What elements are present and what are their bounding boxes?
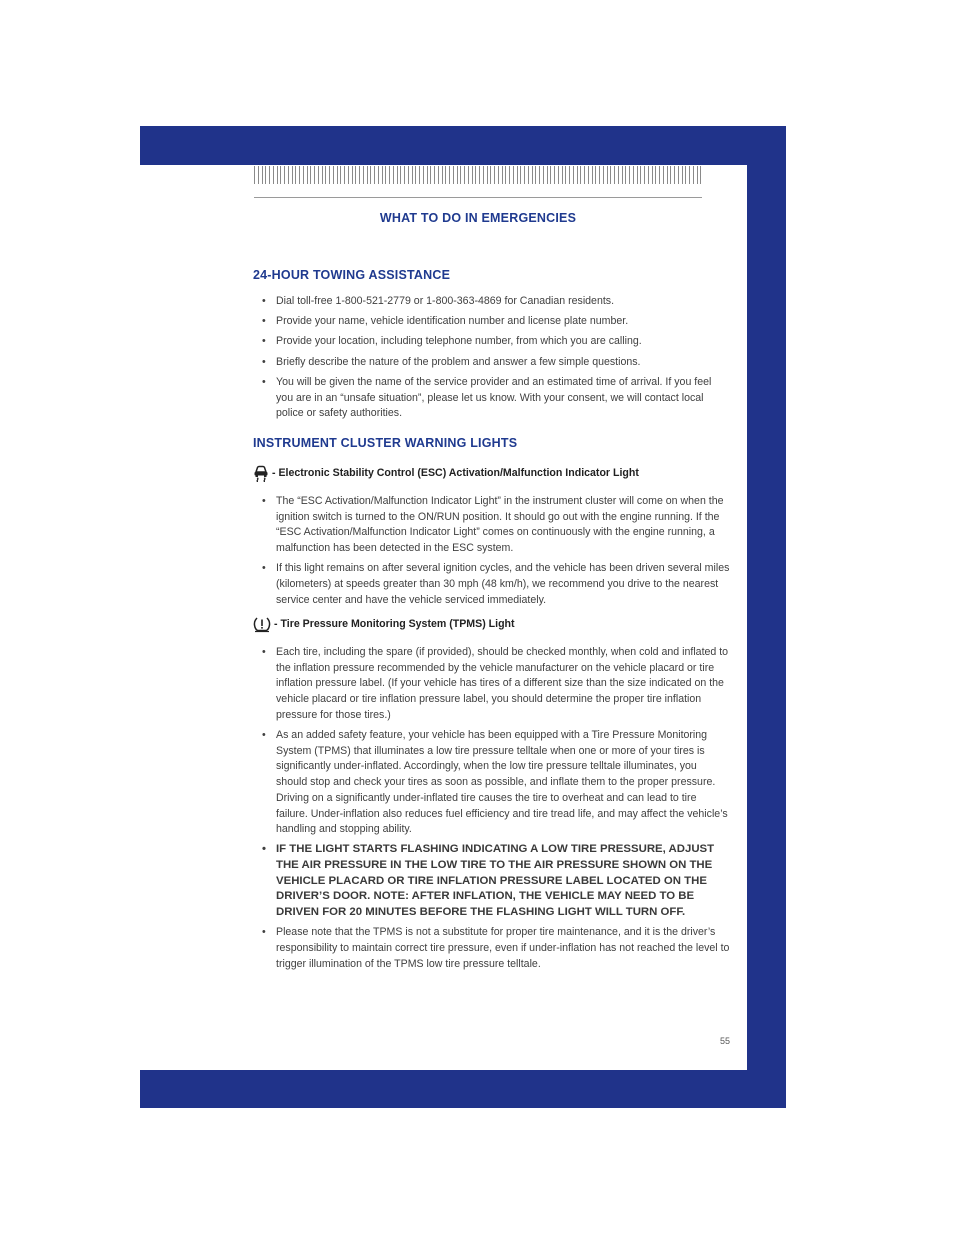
tick-mark	[550, 166, 551, 184]
esc-indicator-label: - Electronic Stability Control (ESC) Activation/Malfunction Indicator Light	[272, 467, 639, 479]
tick-mark	[288, 166, 289, 184]
warning-lights-heading: INSTRUMENT CLUSTER WARNING LIGHTS	[253, 436, 518, 450]
tick-mark	[415, 166, 416, 184]
tick-mark	[325, 166, 326, 184]
towing-heading: 24-HOUR TOWING ASSISTANCE	[253, 268, 451, 282]
tick-mark	[389, 166, 390, 184]
tick-mark	[382, 166, 383, 184]
tick-mark	[363, 166, 364, 184]
tick-mark	[412, 166, 413, 184]
tick-mark	[299, 166, 300, 184]
tick-mark	[580, 166, 581, 184]
esc-list	[262, 494, 730, 608]
tick-mark	[352, 166, 353, 184]
tick-mark	[340, 166, 341, 184]
tick-mark	[528, 166, 529, 184]
decorative-tick-bar	[254, 166, 704, 184]
tick-mark	[502, 166, 503, 184]
list-item: • The “ESC Activation/Malfunction Indicator Light” in the instrument cluster will come on when the ignition switch is turned to the ON/RUN position. It should go out with the engine running. If the “ESC Activation/Malfunction Indicator Light” comes on continuously with the engine running, a malfunction has been detected in the ESC system.	[262, 494, 730, 557]
tick-mark	[577, 166, 578, 184]
list-item: • Please note that the TPMS is not a substitute for proper tire maintenance, and it is the driver’s responsibility to maintain correct tire pressure, even if under-inflation has not reached the level to trigger illumination of the TPMS low tire pressure telltale.	[262, 925, 730, 972]
tick-mark	[318, 166, 319, 184]
list-item: • Provide your name, vehicle identification number and license plate number.	[262, 314, 730, 330]
tick-mark	[610, 166, 611, 184]
tick-mark	[314, 166, 315, 184]
tick-mark	[348, 166, 349, 184]
tick-mark	[663, 166, 664, 184]
tick-mark	[603, 166, 604, 184]
tick-mark	[517, 166, 518, 184]
tick-mark	[640, 166, 641, 184]
section-title: WHAT TO DO IN EMERGENCIES	[379, 211, 577, 225]
tick-mark	[539, 166, 540, 184]
tick-mark	[685, 166, 686, 184]
tick-mark	[565, 166, 566, 184]
tick-mark	[644, 166, 645, 184]
tick-mark	[607, 166, 608, 184]
list-item: • You will be given the name of the service provider and an estimated time of arrival. If you feel you are in an “unsafe situation”, please let us know. With your consent, we will contact local police or safety authorities.	[262, 375, 730, 422]
tick-mark	[400, 166, 401, 184]
tick-mark	[355, 166, 356, 184]
tick-mark	[629, 166, 630, 184]
tick-mark	[622, 166, 623, 184]
tick-mark	[303, 166, 304, 184]
tick-mark	[258, 166, 259, 184]
tick-mark	[584, 166, 585, 184]
tick-mark	[385, 166, 386, 184]
tick-mark	[254, 166, 255, 184]
tick-mark	[310, 166, 311, 184]
tick-mark	[419, 166, 420, 184]
tick-mark	[483, 166, 484, 184]
tick-mark	[682, 166, 683, 184]
list-item: • If this light remains on after several ignition cycles, and the vehicle has been driven several miles (kilometers) at speeds greater than 30 mph (48 km/h), we recommend you drive to the nearest service center and have the vehicle serviced immediately.	[262, 561, 730, 608]
tick-mark	[573, 166, 574, 184]
tick-mark	[513, 166, 514, 184]
tick-mark	[697, 166, 698, 184]
header-divider	[254, 197, 702, 198]
list-item: • Briefly describe the nature of the problem and answer a few simple questions.	[262, 355, 730, 371]
tick-mark	[498, 166, 499, 184]
tick-mark	[659, 166, 660, 184]
tick-mark	[404, 166, 405, 184]
tick-mark	[344, 166, 345, 184]
page-number: 55	[719, 1036, 730, 1046]
tick-mark	[652, 166, 653, 184]
tick-mark	[562, 166, 563, 184]
tick-mark	[524, 166, 525, 184]
tick-mark	[423, 166, 424, 184]
tick-mark	[367, 166, 368, 184]
tick-mark	[569, 166, 570, 184]
esc-skid-car-icon	[253, 464, 269, 482]
tpms-list	[262, 645, 730, 973]
tick-mark	[693, 166, 694, 184]
list-item: • Dial toll-free 1-800-521-2779 or 1-800-363-4869 for Canadian residents.	[262, 294, 730, 310]
tick-mark	[292, 166, 293, 184]
tick-mark	[674, 166, 675, 184]
tick-mark	[295, 166, 296, 184]
tick-mark	[637, 166, 638, 184]
tick-mark	[655, 166, 656, 184]
tick-mark	[378, 166, 379, 184]
tpms-indicator-row	[253, 615, 515, 633]
tick-mark	[689, 166, 690, 184]
tick-mark	[453, 166, 454, 184]
tick-mark	[520, 166, 521, 184]
tick-mark	[625, 166, 626, 184]
tick-mark	[614, 166, 615, 184]
tick-mark	[460, 166, 461, 184]
tick-mark	[408, 166, 409, 184]
tick-mark	[595, 166, 596, 184]
tick-mark	[457, 166, 458, 184]
tick-mark	[505, 166, 506, 184]
tick-mark	[618, 166, 619, 184]
list-item: • As an added safety feature, your vehicle has been equipped with a Tire Pressure Monitoring System (TPMS) that illuminates a low tire pressure telltale when one or more of your tires is significantly under-inflated. Accordingly, when the low tire pressure telltale illuminates, you should stop and check your tires as soon as possible, and inflate them to the proper pressure. Driving on a significantly under-inflated tire causes the tire to overheat and can lead to tire failure. Under-inflation also reduces fuel efficiency and tire tread life, and may affect the vehicle’s handling and stopping ability.	[262, 728, 730, 838]
tick-mark	[700, 166, 701, 184]
tick-mark	[333, 166, 334, 184]
tick-mark	[592, 166, 593, 184]
tick-mark	[307, 166, 308, 184]
list-item-warning: • IF THE LIGHT STARTS FLASHING INDICATING A LOW TIRE PRESSURE, ADJUST THE AIR PRESSURE IN THE LOW TIRE TO THE AIR PRESSURE SHOWN ON THE VEHICLE PLACARD OR TIRE INFLATION PRESSURE LABEL LOCATED ON THE DRIVER’S DOOR. NOTE: AFTER INFLATION, THE VEHICLE MAY NEED TO BE DRIVEN FOR 20 MINUTES BEFORE THE FLASHING LIGHT WILL TURN OFF.	[262, 842, 730, 920]
tick-mark	[464, 166, 465, 184]
tick-mark	[442, 166, 443, 184]
tick-mark	[532, 166, 533, 184]
tick-mark	[667, 166, 668, 184]
tick-mark	[479, 166, 480, 184]
tick-mark	[670, 166, 671, 184]
tick-mark	[475, 166, 476, 184]
tick-mark	[322, 166, 323, 184]
tick-mark	[599, 166, 600, 184]
tick-mark	[393, 166, 394, 184]
tick-mark	[535, 166, 536, 184]
tick-mark	[359, 166, 360, 184]
tick-mark	[547, 166, 548, 184]
tick-mark	[269, 166, 270, 184]
tick-mark	[337, 166, 338, 184]
tick-mark	[633, 166, 634, 184]
tick-mark	[509, 166, 510, 184]
tick-mark	[370, 166, 371, 184]
tick-mark	[262, 166, 263, 184]
tick-mark	[648, 166, 649, 184]
tick-mark	[472, 166, 473, 184]
tick-mark	[427, 166, 428, 184]
tick-mark	[678, 166, 679, 184]
tpms-indicator-label: - Tire Pressure Monitoring System (TPMS) Light	[274, 618, 515, 630]
list-item: • Provide your location, including telephone number, from which you are calling.	[262, 334, 730, 350]
tick-mark	[554, 166, 555, 184]
tick-mark	[468, 166, 469, 184]
tick-mark	[434, 166, 435, 184]
tick-mark	[374, 166, 375, 184]
tick-mark	[588, 166, 589, 184]
tick-mark	[490, 166, 491, 184]
tick-mark	[445, 166, 446, 184]
esc-indicator-row	[253, 464, 639, 482]
tick-mark	[329, 166, 330, 184]
tick-mark	[438, 166, 439, 184]
tick-mark	[543, 166, 544, 184]
tick-mark	[273, 166, 274, 184]
tick-mark	[487, 166, 488, 184]
tick-mark	[265, 166, 266, 184]
tick-mark	[277, 166, 278, 184]
tick-mark	[430, 166, 431, 184]
tick-mark	[449, 166, 450, 184]
tick-mark	[558, 166, 559, 184]
tick-mark	[397, 166, 398, 184]
tick-mark	[494, 166, 495, 184]
tick-mark	[284, 166, 285, 184]
list-item: • Each tire, including the spare (if provided), should be checked monthly, when cold and inflated to the inflation pressure recommended by the vehicle manufacturer on the vehicle placard or tire inflation pressure label. (If your vehicle has tires of a different size than the size indicated on the vehicle placard or tire inflation pressure label, you should determine the proper tire inflation pressure for those tires.)	[262, 645, 730, 724]
towing-list	[262, 294, 730, 422]
tpms-tire-warning-icon	[253, 615, 271, 633]
tick-mark	[280, 166, 281, 184]
